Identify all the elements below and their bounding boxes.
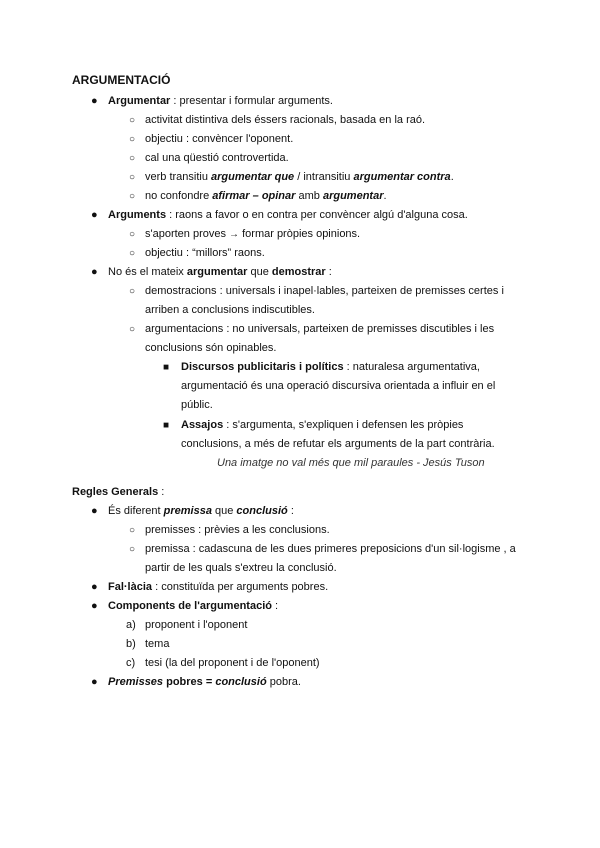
list-label: b) (126, 638, 136, 650)
bullet-circle: ○ (129, 153, 136, 164)
term-argumentar: Argumentar (108, 95, 171, 107)
item-es-diferent: És diferent premissa que conclusió : (108, 505, 294, 517)
bullet-circle: ○ (129, 286, 136, 297)
item-arguments: Arguments : raons a favor o en contra per convèncer algú d'alguna cosa. (108, 209, 468, 221)
sub-item-premisses: premisses : prèvies a les conclusions. (145, 524, 330, 536)
bullet-disc: ● (91, 600, 98, 612)
bullet-disc: ● (91, 266, 98, 278)
term-arguments: Arguments (108, 209, 167, 221)
list-label: c) (126, 657, 136, 669)
sub-item-verb: verb transitiu argumentar que / intransitiu argumentar contra. (145, 171, 454, 183)
sub-item: cal una qüestió controvertida. (145, 152, 289, 164)
bullet-circle: ○ (129, 191, 136, 202)
sub-item: activitat distintiva dels éssers racionals, basada en la raó. (145, 114, 426, 126)
bullet-disc: ● (91, 209, 98, 221)
bullet-square: ■ (163, 362, 170, 373)
bullet-disc: ● (91, 95, 98, 107)
list-item: tema (145, 638, 170, 650)
item-components: Components de l'argumentació : (108, 600, 279, 612)
item-discursos-cont: argumentació és una operació discursiva orientada a influir en el (181, 380, 496, 392)
sub-item-demostracions-cont: arriben a conclusions indiscutibles. (145, 304, 315, 316)
item-assajos: Assajos : s'argumenta, s'expliquen i defensen les pròpies (181, 419, 464, 431)
sub-item-premissa: premissa : cadascuna de les dues primeres preposicions d'un sil·logisme , a (145, 543, 516, 555)
quote: Una imatge no val més que mil paraules - Jesús Tuson (217, 457, 485, 469)
page-title: ARGUMENTACIÓ (72, 73, 171, 87)
bullet-disc: ● (91, 676, 98, 688)
bullet-circle: ○ (129, 115, 136, 126)
bullet-circle: ○ (129, 324, 136, 335)
bullet-circle: ○ (129, 544, 136, 555)
bullet-circle: ○ (129, 229, 136, 240)
bullet-square: ■ (163, 420, 170, 431)
item-discursos: Discursos publicitaris i polítics : naturalesa argumentativa, (181, 361, 480, 373)
sub-item-argumentacions: argumentacions : no universals, parteixen de premisses discutibles i les (145, 323, 495, 335)
sub-item-argumentacions-cont: conclusions són opinables. (145, 342, 277, 354)
list-item: proponent i l'oponent (145, 619, 248, 631)
bullet-disc: ● (91, 505, 98, 517)
bullet-circle: ○ (129, 172, 136, 183)
item-discursos-cont: públic. (181, 399, 213, 411)
sub-item-confondre: no confondre afirmar – opinar amb argumentar. (145, 190, 387, 202)
sub-item: objectiu : convèncer l'oponent. (145, 133, 294, 145)
sub-item-demostracions: demostracions : universals i inapel·lables, parteixen de premisses certes i (145, 285, 504, 297)
list-item: tesi (la del proponent i de l'oponent) (145, 657, 320, 669)
bullet-circle: ○ (129, 134, 136, 145)
sub-item: objectiu : “millors” raons. (145, 247, 265, 259)
sub-item-premissa-cont: partir de les quals s'extreu la conclusió. (145, 562, 337, 574)
bullet-circle: ○ (129, 525, 136, 536)
section-regles-generals: Regles Generals : (72, 486, 165, 498)
item-premisses-pobres: Premisses pobres = conclusió pobra. (108, 676, 301, 688)
item-assajos-cont: conclusions, a més de refutar els arguments de la part contrària. (181, 438, 495, 450)
item-no-es-el-mateix: No és el mateix argumentar que demostrar : (108, 266, 332, 278)
item-argumentar: Argumentar : presentar i formular arguments. (108, 95, 333, 107)
list-label: a) (126, 619, 136, 631)
item-fallacia: Fal·làcia : constituïda per arguments pobres. (108, 581, 329, 593)
bullet-disc: ● (91, 581, 98, 593)
sub-item-proves: s'aporten proves → formar pròpies opinions. (145, 228, 361, 240)
arrow-icon: → (229, 229, 240, 240)
bullet-circle: ○ (129, 248, 136, 259)
